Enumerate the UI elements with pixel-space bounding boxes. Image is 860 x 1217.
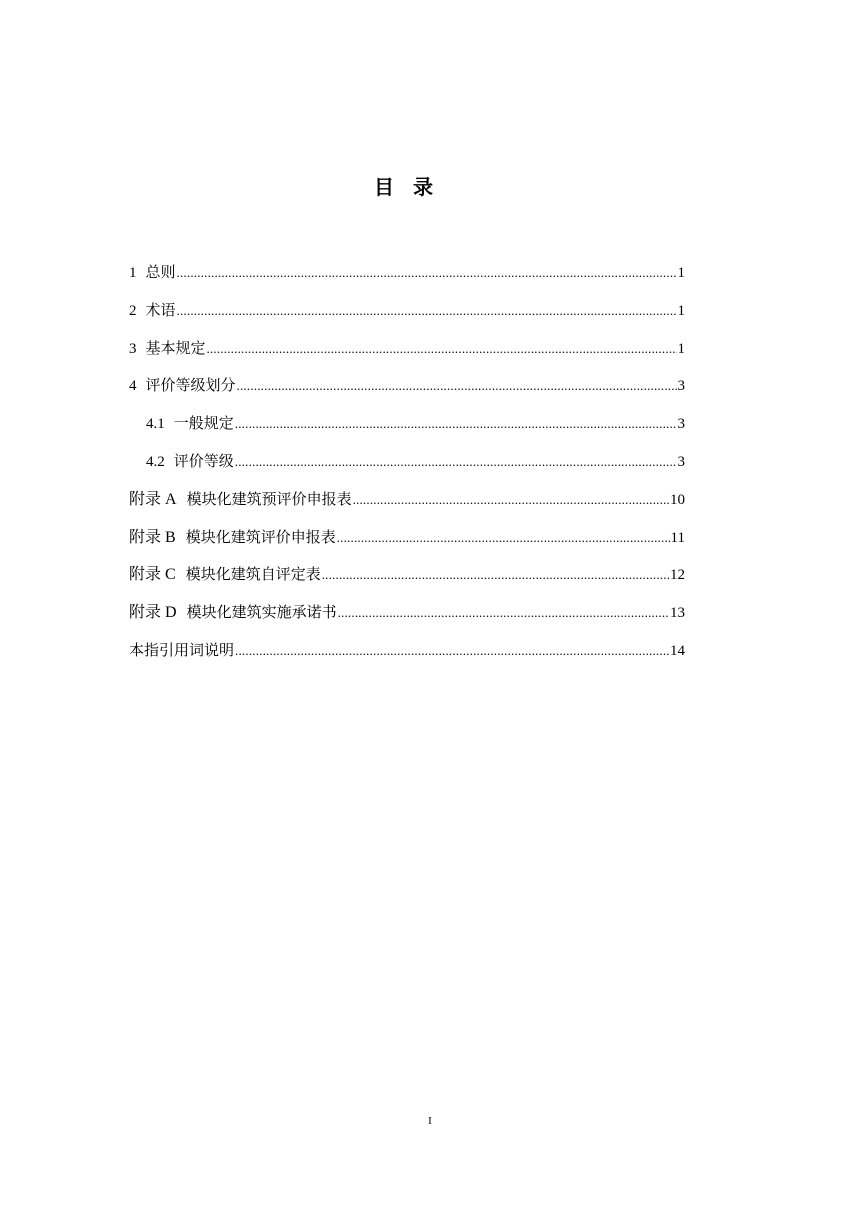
toc-entry-title: 模块化建筑自评定表 bbox=[185, 565, 321, 584]
toc-entry-title: 基本规定 bbox=[145, 338, 206, 357]
toc-dot-leader bbox=[235, 632, 669, 670]
toc-entry-number: 附录 D bbox=[129, 604, 177, 622]
toc-entry-number: 附录 A bbox=[129, 490, 177, 508]
toc-dot-leader bbox=[322, 556, 669, 594]
page-title: 目 录 bbox=[374, 175, 439, 199]
toc-entry-title: 模块化建筑实施承诺书 bbox=[186, 603, 337, 622]
toc-entry-appendix-a[interactable] bbox=[129, 481, 685, 519]
toc-entry-title: 评价等级划分 bbox=[145, 376, 236, 395]
toc-dot-leader bbox=[177, 292, 677, 330]
toc-entry-number: 4 bbox=[129, 378, 137, 395]
toc-entry-number: 1 bbox=[129, 265, 137, 281]
toc-dot-leader bbox=[353, 481, 669, 519]
toc-dot-leader bbox=[337, 519, 670, 557]
toc-entry-page: 12 bbox=[670, 567, 685, 584]
toc-entry-general-rules[interactable] bbox=[129, 405, 685, 443]
toc-entry-page: 11 bbox=[670, 529, 685, 546]
toc-entry-title: 一般规定 bbox=[173, 414, 234, 433]
toc-entry-page: 1 bbox=[677, 302, 685, 319]
toc-dot-leader bbox=[338, 594, 669, 632]
toc-dot-leader bbox=[235, 443, 677, 481]
toc-entry-title: 术语 bbox=[145, 300, 176, 319]
toc-entry-number: 2 bbox=[129, 302, 137, 319]
toc-entry-title: 模块化建筑预评价申报表 bbox=[186, 489, 352, 508]
toc-entry-general[interactable] bbox=[129, 254, 685, 292]
page-number: I bbox=[428, 1115, 432, 1127]
toc-entry-number: 4.1 bbox=[146, 416, 165, 433]
toc-entry-page: 14 bbox=[670, 642, 685, 659]
toc-dot-leader bbox=[235, 405, 677, 443]
toc-entry-wording-notes[interactable] bbox=[129, 632, 685, 670]
toc-entry-page: 1 bbox=[677, 265, 685, 281]
toc-dot-leader bbox=[237, 367, 677, 405]
toc-entry-basic-rules[interactable] bbox=[129, 330, 685, 368]
toc-dot-leader bbox=[207, 330, 677, 368]
toc-entry-title: 本指引用词说明 bbox=[129, 640, 235, 659]
table-of-contents bbox=[129, 254, 685, 670]
toc-entry-page: 3 bbox=[677, 416, 685, 433]
toc-entry-appendix-b[interactable] bbox=[129, 519, 685, 557]
toc-entry-number: 附录 C bbox=[129, 566, 176, 584]
toc-entry-page: 10 bbox=[670, 491, 685, 508]
toc-entry-page: 13 bbox=[670, 605, 685, 622]
toc-entry-rating-levels[interactable] bbox=[129, 367, 685, 405]
toc-entry-page: 3 bbox=[677, 378, 685, 395]
toc-entry-number: 4.2 bbox=[146, 453, 165, 470]
toc-entry-rating-grade[interactable] bbox=[129, 443, 685, 481]
toc-entry-number: 附录 B bbox=[129, 528, 176, 546]
toc-entry-title: 评价等级 bbox=[173, 451, 234, 470]
toc-entry-title: 模块化建筑评价申报表 bbox=[185, 527, 336, 546]
toc-entry-title: 总则 bbox=[145, 263, 176, 281]
toc-entry-number: 3 bbox=[129, 340, 137, 357]
toc-entry-terms[interactable] bbox=[129, 292, 685, 330]
toc-entry-appendix-d[interactable] bbox=[129, 594, 685, 632]
toc-dot-leader bbox=[177, 254, 677, 292]
toc-entry-appendix-c[interactable] bbox=[129, 556, 685, 594]
toc-entry-page: 3 bbox=[677, 453, 685, 470]
toc-entry-page: 1 bbox=[677, 340, 685, 357]
